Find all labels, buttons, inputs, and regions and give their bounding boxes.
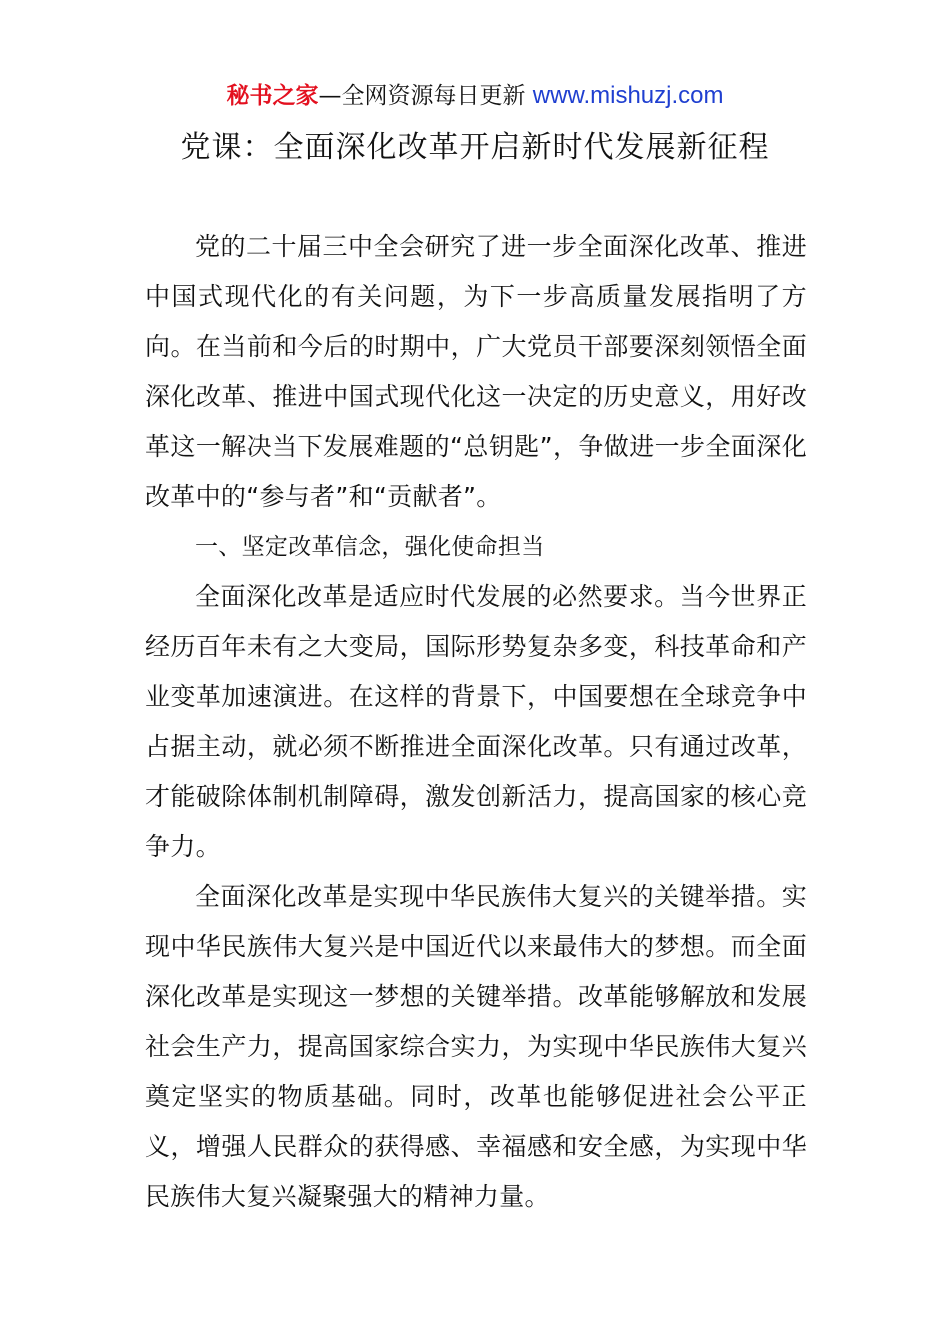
site-banner xyxy=(0,80,950,112)
document-body xyxy=(145,222,807,1222)
paragraph-section1-1: 全面深化改革是适应时代发展的必然要求。当今世界正经历百年未有之大变局，国际形势复杂多变，科技革命和产业变革加速演进。在这样的背景下，中国要想在全球竞争中占据主动，就必须不断推进全面深化改革。只有通过改革，才能破除体制机制障碍，激发创新活力，提高国家的核心竞争力。 xyxy=(145,582,807,861)
paragraph-section1-2: 全面深化改革是实现中华民族伟大复兴的关键举措。实现中华民族伟大复兴是中国近代以来最伟大的梦想。而全面深化改革是实现这一梦想的关键举措。改革能够解放和发展社会生产力，提高国家综合实力，为实现中华民族伟大复兴奠定坚实的物质基础。同时，改革也能够促进社会公平正义，增强人民群众的获得感、幸福感和安全感，为实现中华民族伟大复兴凝聚强大的精神力量。 xyxy=(145,882,807,1211)
brand-name: 秘书之家 xyxy=(226,83,319,109)
document-title: 党课：全面深化改革开启新时代发展新征程 xyxy=(180,130,770,165)
section-heading-1: 一、坚定改革信念，强化使命担当 xyxy=(195,534,545,560)
paragraph-intro: 党的二十届三中全会研究了进一步全面深化改革、推进中国式现代化的有关问题，为下一步高质量发展指明了方向。在当前和今后的时期中，广大党员干部要深刻领悟全面深化改革、推进中国式现代化这一决定的历史意义，用好改革这一解决当下发展难题的“总钥匙”，争做进一步全面深化改革中的“参与者”和“贡献者”。 xyxy=(145,232,807,511)
site-url-link[interactable]: www.mishuzj.com xyxy=(532,82,724,109)
brand-tagline: —全网资源每日更新 xyxy=(318,83,526,109)
